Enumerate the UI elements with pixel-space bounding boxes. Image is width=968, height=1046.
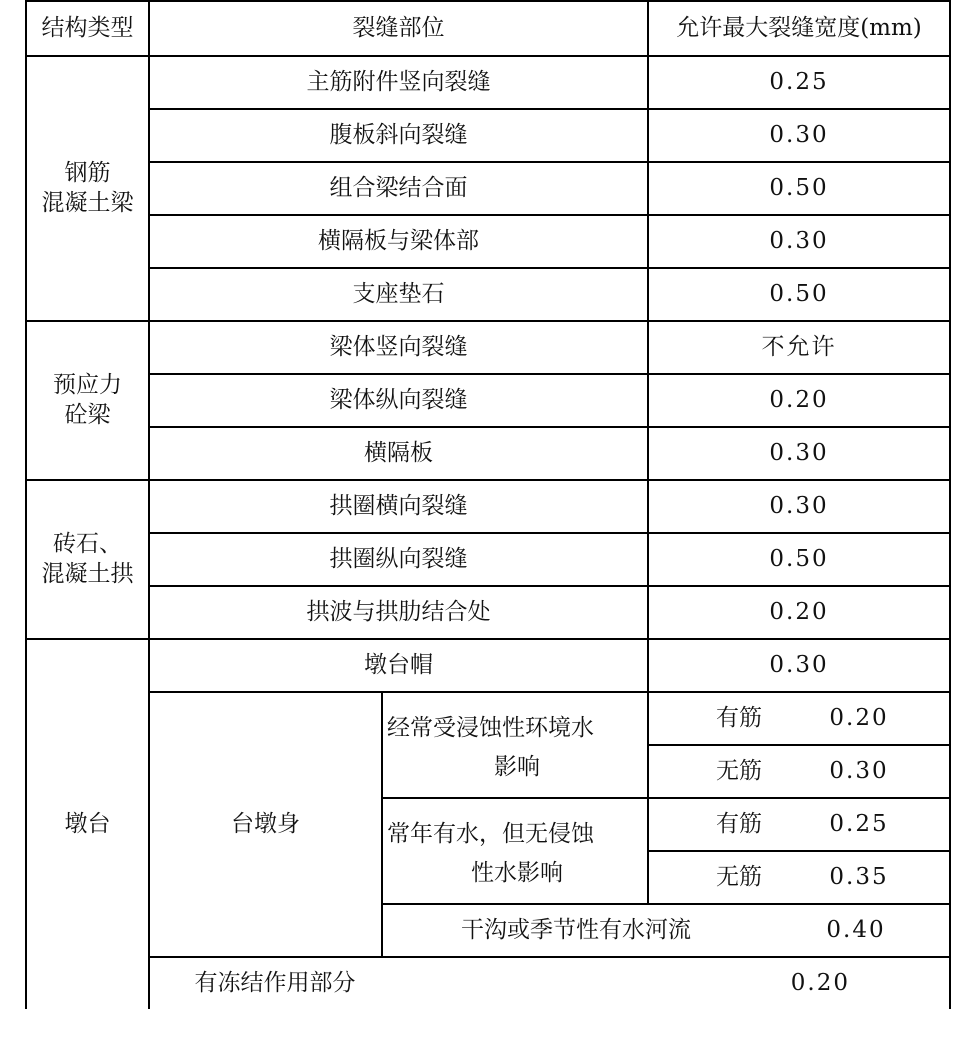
table-row: [26, 321, 950, 374]
structure-type-line2: 混凝土拱: [41, 560, 134, 587]
rebar-value: 0.30: [829, 757, 889, 784]
pier-body-cell: 台墩身: [149, 692, 382, 957]
max-width-cell: 0.20: [648, 586, 950, 639]
header-crack-location: 裂缝部位: [149, 1, 648, 56]
table-header-row: [26, 1, 950, 56]
crack-location-cell: 拱波与拱肋结合处: [149, 586, 648, 639]
rebar-value-cell: [648, 851, 950, 904]
crack-location-cell: 拱圈横向裂缝: [149, 480, 648, 533]
structure-type-line2: 砼梁: [64, 401, 111, 428]
table-row: [26, 109, 950, 162]
rebar-value-cell: [648, 692, 950, 745]
frozen-part-cell: [149, 957, 950, 1009]
dry-river-cell: [382, 904, 950, 957]
rebar-value: 0.35: [829, 863, 889, 890]
table-row: [26, 957, 950, 1009]
crack-location-cell: 主筋附件竖向裂缝: [149, 56, 648, 109]
environment-line2: 影响: [494, 754, 540, 781]
structure-type-cell: [26, 56, 149, 321]
header-max-width: 允许最大裂缝宽度(mm): [648, 1, 950, 56]
crack-location-cell: 支座垫石: [149, 268, 648, 321]
frozen-part-value: 0.20: [790, 969, 850, 996]
table-row: [26, 374, 950, 427]
crack-location-cell: 梁体纵向裂缝: [149, 374, 648, 427]
table-row: [26, 427, 950, 480]
table-row: [26, 586, 950, 639]
max-width-cell: 0.50: [648, 162, 950, 215]
crack-location-cell: 组合梁结合面: [149, 162, 648, 215]
rebar-value-cell: [648, 745, 950, 798]
environment-line1: 经常受浸蚀性环境水: [387, 715, 594, 741]
environment-line2: 性水影响: [471, 860, 563, 887]
max-width-cell: 0.25: [648, 56, 950, 109]
frozen-part-location: 有冻结作用部分: [194, 969, 356, 996]
table-row: [26, 56, 950, 109]
max-width-cell: 0.30: [648, 639, 950, 692]
rebar-value: 0.25: [829, 810, 889, 837]
max-width-cell: 0.30: [648, 480, 950, 533]
rebar-label: 有筋: [716, 704, 762, 731]
max-width-cell: 0.30: [648, 427, 950, 480]
environment-line1: 常年有水，但无侵蚀: [387, 821, 594, 847]
max-width-cell: 0.30: [648, 215, 950, 268]
crack-location-cell: 横隔板与梁体部: [149, 215, 648, 268]
crack-location-cell: 梁体竖向裂缝: [149, 321, 648, 374]
dry-river-value: 0.40: [826, 916, 886, 943]
structure-type-line1: 砖石、: [53, 530, 122, 557]
dry-river-location: 干沟或季节性有水河流: [461, 916, 691, 943]
crack-location-cell: 拱圈纵向裂缝: [149, 533, 648, 586]
environment-condition-cell: [382, 692, 648, 798]
structure-type-line1: 钢筋: [64, 159, 111, 186]
crack-location-cell: 横隔板: [149, 427, 648, 480]
rebar-value-cell: [648, 798, 950, 851]
max-width-cell: 0.50: [648, 268, 950, 321]
structure-type-line1: 预应力: [53, 371, 122, 398]
rebar-label: 有筋: [716, 810, 762, 837]
max-width-cell: 不允许: [648, 321, 950, 374]
rebar-label: 无筋: [716, 757, 762, 784]
max-width-cell: 0.20: [648, 374, 950, 427]
table-row: [26, 533, 950, 586]
rebar-value: 0.20: [829, 704, 889, 731]
environment-condition-cell: [382, 798, 648, 904]
max-width-cell: 0.30: [648, 109, 950, 162]
table-row: [26, 268, 950, 321]
table-row: [26, 162, 950, 215]
crack-location-cell: 墩台帽: [149, 639, 648, 692]
table-row: [26, 480, 950, 533]
structure-type-cell: 墩台: [26, 639, 149, 1009]
crack-width-table: [25, 0, 951, 1009]
rebar-label: 无筋: [716, 863, 762, 890]
max-width-cell: 0.50: [648, 533, 950, 586]
table-row: [26, 692, 950, 745]
header-structure-type: 结构类型: [26, 1, 149, 56]
table-row: [26, 639, 950, 692]
table-row: [26, 215, 950, 268]
crack-width-table-document: [25, 0, 949, 1046]
structure-type-cell: [26, 480, 149, 639]
structure-type-line2: 混凝土梁: [41, 189, 134, 216]
structure-type-cell: [26, 321, 149, 480]
crack-location-cell: 腹板斜向裂缝: [149, 109, 648, 162]
